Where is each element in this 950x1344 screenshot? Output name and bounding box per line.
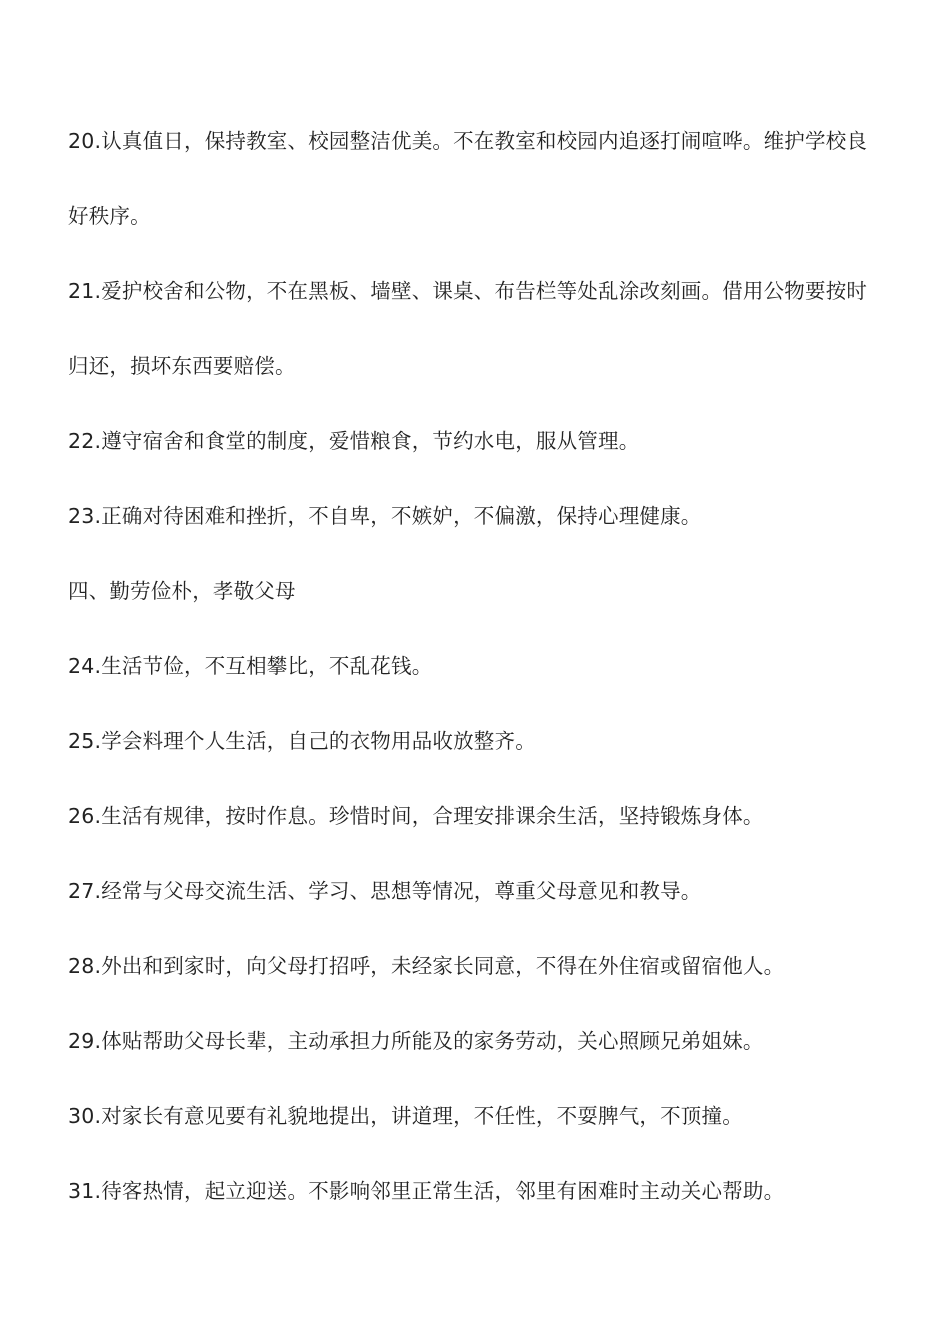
rule-27: 27.经常与父母交流生活、学习、思想等情况，尊重父母意见和教导。 [68,879,702,903]
rule-28: 28.外出和到家时，向父母打招呼，未经家长同意，不得在外住宿或留宿他人。 [68,954,785,978]
rule-26: 26.生活有规律，按时作息。珍惜时间，合理安排课余生活，坚持锻炼身体。 [68,804,764,828]
section-heading-4: 四、勤劳俭朴，孝敬父母 [68,579,296,603]
rule-24: 24.生活节俭，不互相攀比，不乱花钱。 [68,654,433,678]
rule-23: 23.正确对待困难和挫折，不自卑，不嫉妒，不偏激，保持心理健康。 [68,504,702,528]
document-body [68,104,886,1229]
rule-25: 25.学会料理个人生活，自己的衣物用品收放整齐。 [68,729,536,753]
rule-29: 29.体贴帮助父母长辈，主动承担力所能及的家务劳动，关心照顾兄弟姐妹。 [68,1029,764,1053]
rule-31: 31.待客热情，起立迎送。不影响邻里正常生活，邻里有困难时主动关心帮助。 [68,1179,785,1203]
rule-22: 22.遵守宿舍和食堂的制度，爱惜粮食，节约水电，服从管理。 [68,429,640,453]
rule-20: 20.认真值日，保持教室、校园整洁优美。不在教室和校园内追逐打闹喧哗。维护学校良好秩序。 [68,129,868,228]
rule-21: 21.爱护校舍和公物，不在黑板、墙壁、课桌、布告栏等处乱涂改刻画。借用公物要按时归还，损坏东西要赔偿。 [68,279,868,378]
rule-30: 30.对家长有意见要有礼貌地提出，讲道理，不任性，不耍脾气，不顶撞。 [68,1104,743,1128]
